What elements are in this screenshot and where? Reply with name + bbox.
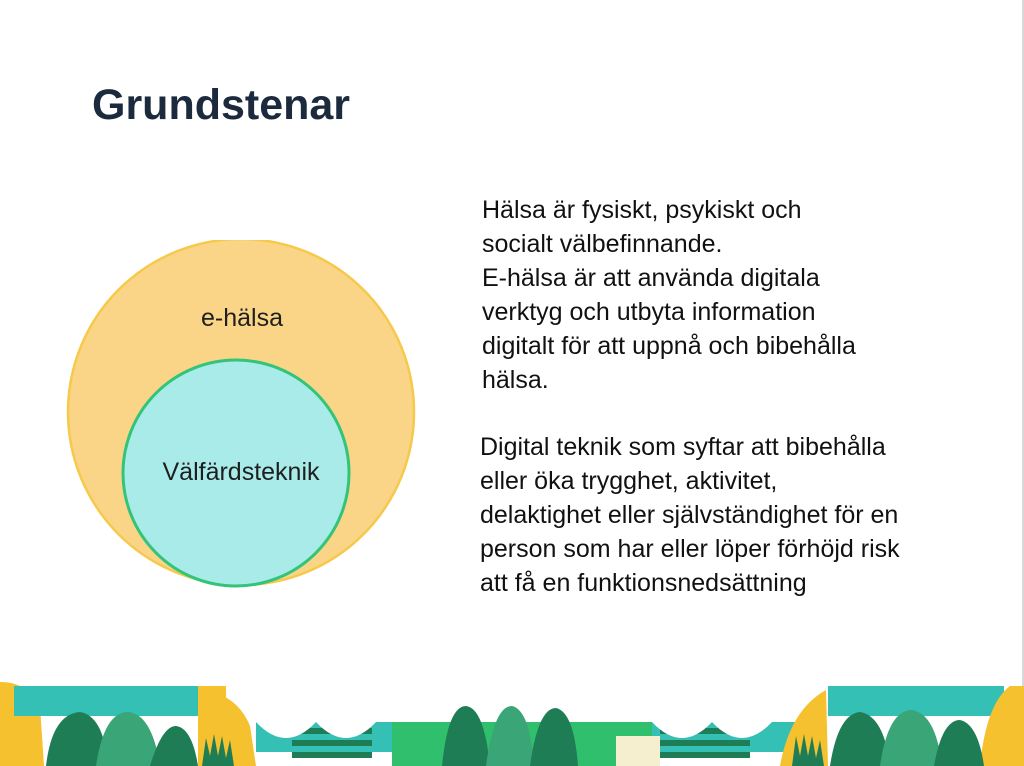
text-line: eller öka trygghet, aktivitet, — [480, 467, 778, 495]
slide-title: Grundstenar — [92, 81, 351, 129]
right-dark-green-hill — [830, 712, 890, 766]
text-line: E-hälsa är att använda digitala — [482, 264, 820, 292]
center-mid-green-hill — [486, 706, 534, 766]
right-mid-green-hill — [880, 710, 942, 766]
e-halsa-label: e-hälsa — [201, 304, 283, 332]
circle-diagram-svg — [60, 240, 430, 600]
center-cream-patch — [616, 736, 660, 766]
definition-text-ehalsa — [482, 193, 922, 397]
decorative-landscape-footer — [0, 676, 1024, 766]
left-dark-green-hill-2 — [150, 726, 198, 766]
text-line: delaktighet eller självständighet för en — [480, 501, 899, 529]
valfardsteknik-label: Välfärdsteknik — [162, 458, 320, 486]
text-line: att få en funktionsnedsättning — [480, 569, 807, 597]
text-line: person som har eller löper förhöjd risk — [480, 535, 900, 563]
center-dark-green-hill — [442, 706, 490, 766]
text-line: socialt välbefinnande. — [482, 230, 723, 258]
text-line: hälsa. — [482, 366, 549, 394]
left-teal-band — [14, 686, 224, 716]
text-line: verktyg och utbyta information — [482, 298, 816, 326]
left-mid-green-hill — [96, 712, 160, 766]
right-dark-green-hill-2 — [934, 720, 984, 766]
text-line: Digital teknik som syftar att bibehålla — [480, 433, 886, 461]
left-yellow-tab — [198, 686, 226, 716]
center-dark-green-hill-2 — [530, 708, 578, 766]
text-line: Hälsa är fysiskt, psykiskt och — [482, 196, 802, 224]
nested-circle-diagram — [60, 240, 430, 600]
text-line: digitalt för att uppnå och bibehålla — [482, 332, 856, 360]
definition-text-valfardsteknik — [480, 430, 980, 600]
